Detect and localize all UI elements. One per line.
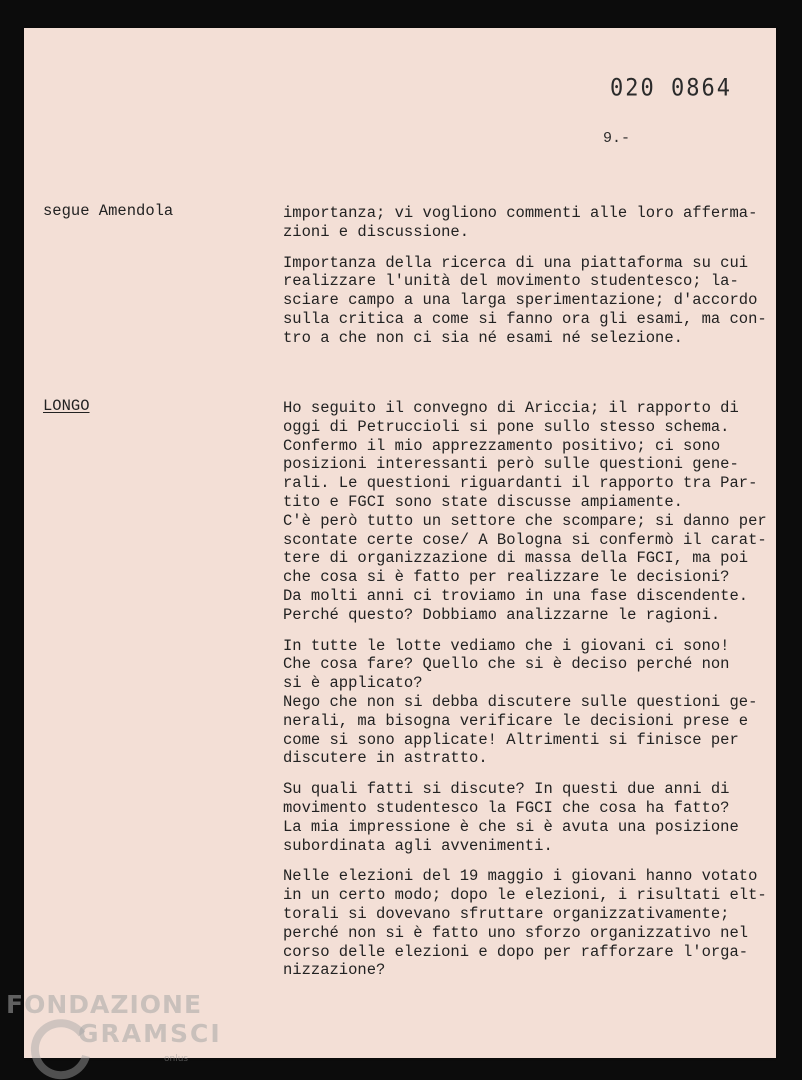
watermark — [6, 992, 222, 1046]
speech-body — [283, 399, 775, 992]
speaker-label: segue Amendola — [43, 202, 174, 220]
watermark-line1: FONDAZIONE — [6, 990, 203, 1019]
paragraph: importanza; vi vogliono commenti alle loro afferma- zioni e discussione. — [283, 204, 758, 241]
archive-stamp: 020 0864 — [610, 74, 732, 103]
watermark-line2: GRAMSCI — [78, 1019, 222, 1048]
paragraph: Importanza della ricerca di una piattaforma su cui realizzare l'unità del movimento studentesco; la- sciare campo a una larga sperimentazione; d'accordo sulla critica a come si fanno ora gli esami, ma con- tro a che non ci sia né esami né selezione. — [283, 253, 767, 347]
speech-body — [283, 204, 775, 360]
paragraph: Ho seguito il convegno di Ariccia; il rapporto di oggi di Petruccioli si pone sullo stesso schema. Confermo il mio apprezzamento positivo; ci sono posizioni interessanti però sulle questioni gene- rali. Le questioni riguardanti il rapporto tra Par- tito e FGCI sono state discusse ampiamente. C'è però tutto un settore che scompare; si danno per scontate certe cose/ A Bologna si confermò il carat- tere di organizzazione di massa della FGCI, ma poi che cosa si è fatto per realizzare le decisioni? Da molti anni ci troviamo in una fase discendente. Perché questo? Dobbiamo analizzarne le ragioni. — [283, 399, 767, 624]
watermark-sub: onlus — [164, 1054, 189, 1064]
paragraph: Nelle elezioni del 19 maggio i giovani hanno votato in un certo modo; dopo le elezioni, i risultati elt- torali si dovevano sfruttare organizzativamente; perché non si è fatto uno sforzo organizzativo nel corso delle elezioni e dopo per rafforzare l'orga- nizzazione? — [283, 867, 767, 980]
page-number: 9.- — [603, 130, 631, 147]
paragraph: In tutte le lotte vediamo che i giovani ci sono! Che cosa fare? Quello che si è deciso perché non si è applicato? Nego che non si debba discutere sulle questioni ge- nerali, ma bisogna verificare le decisioni prese e come si sono applicate! Altrimenti si finisce per discutere in astratto. — [283, 636, 758, 768]
paragraph: Su quali fatti si discute? In questi due anni di movimento studentesco la FGCI che cosa ha fatto? La mia impressione è che si è avuta una posizione subordinata agli avvenimenti. — [283, 780, 739, 855]
speaker-label: LONGO — [43, 397, 90, 415]
